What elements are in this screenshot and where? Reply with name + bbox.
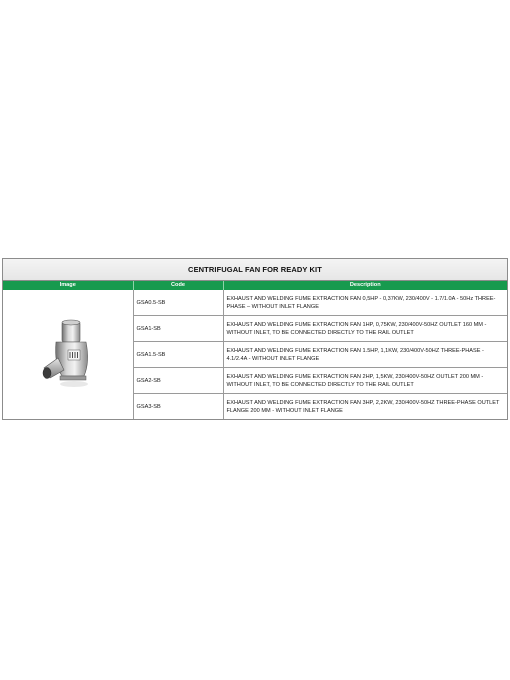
header-image: Image: [3, 281, 133, 290]
code-cell: GSA2-SB: [133, 368, 223, 394]
code-cell: GSA1.5-SB: [133, 342, 223, 368]
image-cell: [3, 290, 133, 419]
header-row: [3, 281, 507, 290]
description-cell: EXHAUST AND WELDING FUME EXTRACTION FAN 3HP, 2,2KW, 230/400V-50HZ THREE-PHASE OUTLET FLANGE 200 MM - WITHOUT INLET FLANGE: [226, 399, 500, 414]
header-description: Description: [223, 281, 507, 290]
code-cell: GSA1-SB: [133, 316, 223, 342]
description-cell: EXHAUST AND WELDING FUME EXTRACTION FAN 2HP, 1,5KW, 230/400V-50HZ OUTLET 200 MM - WITHOUT INLET, TO BE CONNECTED DIRECTLY TO THE RAIL OUTLET: [223, 368, 507, 394]
description-cell: EXHAUST AND WELDING FUME EXTRACTION FAN 1HP, 0,75KW, 230/400V-50HZ OUTLET 160 MM - WITHOUT INLET, TO BE CONNECTED DIRECTLY TO THE RAIL OUTLET: [223, 316, 507, 342]
header-code: Code: [133, 281, 223, 290]
product-table: [3, 281, 507, 419]
centrifugal-fan-image: [38, 318, 98, 392]
description-cell: EXHAUST AND WELDING FUME EXTRACTION FAN 1.5HP, 1,1KW, 230/400V-50HZ THREE-PHASE - 4.1/2.4A - WITHOUT INLET FLANGE: [223, 342, 507, 368]
code-cell: GSA3-SB: [133, 394, 223, 420]
description-cell: EXHAUST AND WELDING FUME EXTRACTION FAN 0,5HP - 0,37KW, 230/400V - 1.7/1.0A - 50Hz THREE-PHASE – WITHOUT INLET FLANGE: [223, 290, 507, 316]
product-table-container: [2, 258, 508, 420]
table-title: CENTRIFUGAL FAN FOR READY KIT: [3, 259, 507, 281]
code-cell: GSA0.5-SB: [133, 290, 223, 316]
table-row: [3, 290, 507, 316]
